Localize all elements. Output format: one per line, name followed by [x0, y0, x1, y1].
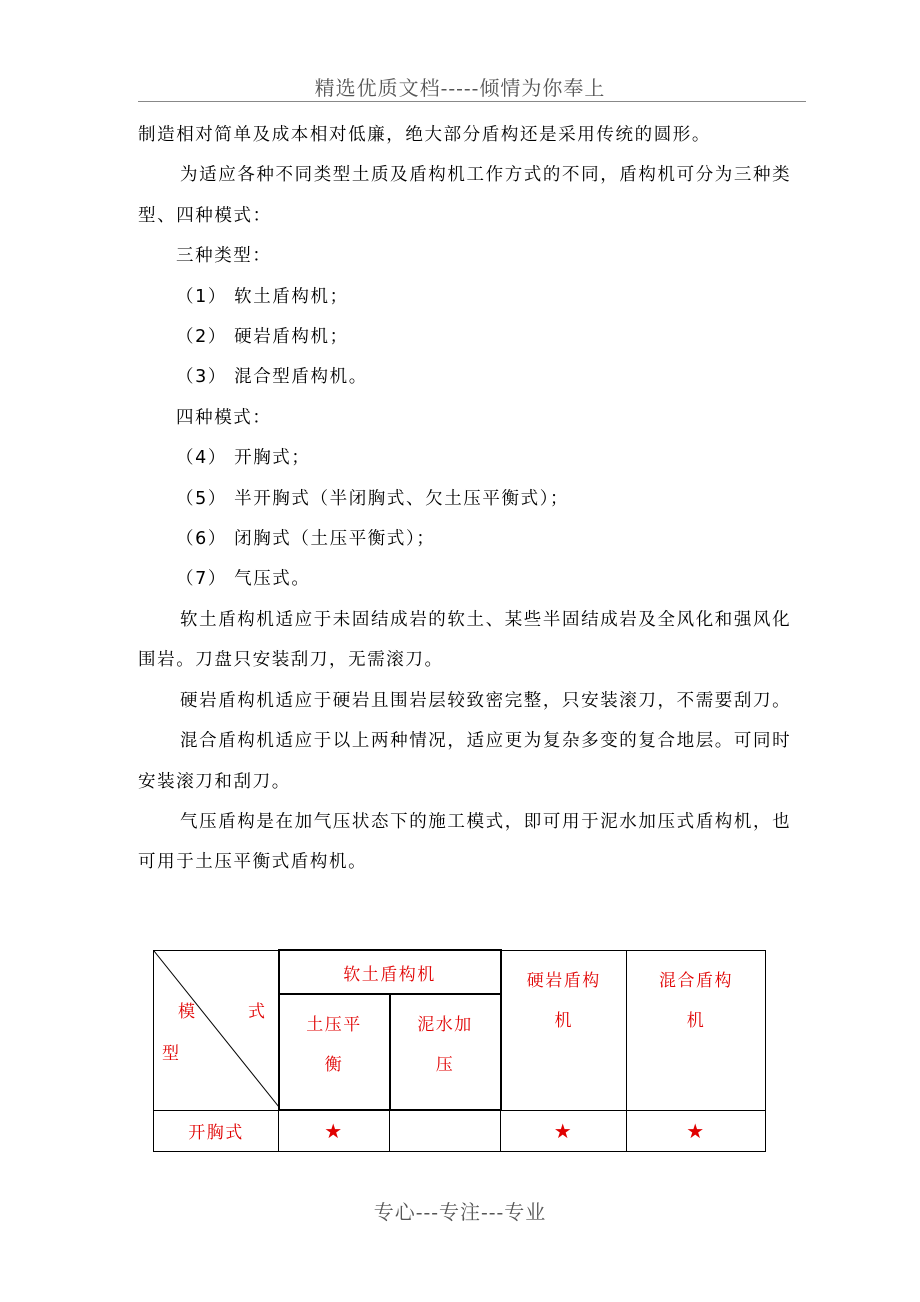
types-heading: 三种类型：: [176, 246, 272, 267]
corner-label-mode-b: 式: [248, 1001, 267, 1022]
header-epb-line2: 衡: [324, 1055, 344, 1075]
row-label-open-chest: 开胸式: [154, 1110, 279, 1152]
paragraph-soft-soil: 软土盾构机适应于未固结成岩的软土、某些半固结成岩及全风化和强风化围岩。刀盘只安装刮刀，无需滚刀。: [138, 609, 792, 671]
header-divider: [138, 101, 806, 102]
modes-heading: 四种模式：: [176, 407, 272, 428]
header-soft-soil: [279, 950, 501, 994]
header-slurry-line1: 泥水加: [417, 1015, 473, 1035]
page-header: 精选优质文档-----倾情为你奉上: [314, 76, 606, 100]
cell-open-chest-mixed: ★: [627, 1110, 766, 1152]
list-item-mode-5: （5） 半开胸式（半闭胸式、欠土压平衡式）；: [176, 488, 570, 509]
paragraph-hard-rock: 硬岩盾构机适应于硬岩且围岩层较致密完整，只安装滚刀，不需要刮刀。: [180, 690, 792, 711]
header-epb-line1: 土压平: [306, 1015, 362, 1035]
table-row: [154, 1110, 766, 1152]
paragraph-air-pressure: 气压盾构是在加气压状态下的施工模式，即可用于泥水加压式盾构机，也可用于土压平衡式盾构机。: [138, 811, 792, 873]
corner-label-mode-a: 模: [178, 1001, 197, 1022]
header-hard-rock: [501, 950, 627, 1110]
list-item-type-2: （2） 硬岩盾构机；: [176, 327, 349, 348]
list-item-type-1: （1） 软土盾构机；: [176, 286, 349, 307]
paragraph-classification: 为适应各种不同类型土质及盾构机工作方式的不同，盾构机可分为三种类型、四种模式：: [138, 165, 792, 226]
header-mixed: [627, 950, 766, 1110]
list-item-mode-4: （4） 开胸式；: [176, 448, 311, 469]
list-item-mode-6: （6） 闭胸式（土压平衡式）；: [176, 529, 436, 550]
header-hard-rock-line2: 机: [554, 1010, 573, 1031]
header-hard-rock-line1: 硬岩盾构: [526, 970, 601, 991]
header-earth-pressure-balance: [279, 994, 390, 1110]
header-slurry-pressure: [390, 994, 501, 1110]
document-body: [138, 115, 808, 883]
cell-open-chest-hard: ★: [501, 1110, 627, 1152]
cell-open-chest-epb: ★: [279, 1110, 390, 1152]
page-footer: 专心---专注---专业: [373, 1200, 547, 1224]
header-mixed-line1: 混合盾构: [659, 970, 733, 991]
header-mixed-line2: 机: [686, 1010, 706, 1031]
header-soft-soil-label: 软土盾构机: [343, 964, 436, 985]
header-slurry-line2: 压: [435, 1055, 455, 1075]
table-corner-cell: [154, 950, 279, 1110]
list-item-type-3: （3） 混合型盾构机。: [176, 367, 368, 388]
paragraph-mixed: 混合盾构机适应于以上两种情况，适应更为复杂多变的复合地层。可同时安装滚刀和刮刀。: [138, 731, 792, 792]
diagonal-divider-line: [154, 951, 279, 1107]
cell-open-chest-slurry: [390, 1110, 501, 1152]
paragraph-continuation: 制造相对简单及成本相对低廉，绝大部分盾构还是采用传统的圆形。: [138, 125, 711, 145]
shield-type-mode-table: [153, 949, 766, 1152]
corner-label-type: 型: [162, 1043, 181, 1064]
list-item-mode-7: （7） 气压式。: [176, 569, 311, 590]
